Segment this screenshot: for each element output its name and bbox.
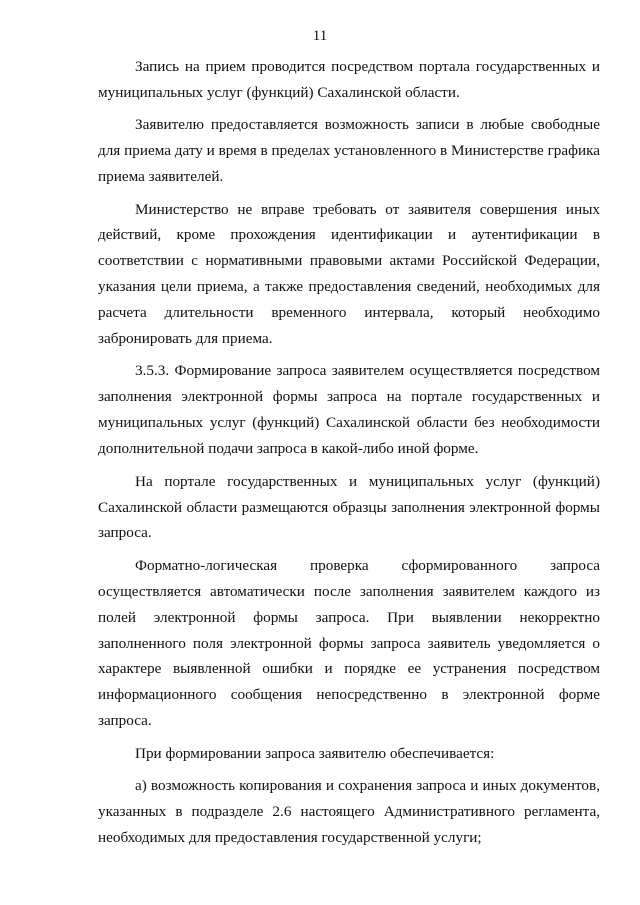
paragraph: 3.5.3. Формирование запроса заявителем осуществляется посредством заполнения электронной формы запроса на портале государственных и муниципальных услуг (функций) Сахалинской области без необходимости дополнительной подачи запроса в какой-либо иной форме. (98, 362, 600, 458)
paragraph: На портале государственных и муниципальных услуг (функций) Сахалинской области размещаются образцы заполнения электронной формы запроса. (98, 472, 600, 542)
page-number: 11 (312, 28, 328, 44)
paragraph: Министерство не вправе требовать от заявителя совершения иных действий, кроме прохождения идентификации и аутентификации в соответствии с нормативными правовыми актами Российской Федерации, указания цели приема, а также предоставления сведений, необходимых для расчета длительности временного интервала, который необходимо забронировать для приема. (98, 200, 600, 348)
document-body (98, 54, 600, 851)
paragraph: Форматно-логическая проверка сформированного запроса осуществляется автоматически после заполнения заявителем каждого из полей электронной формы запроса. При выявлении некорректно заполненного поля электронной формы запроса заявитель уведомляется о характере выявленной ошибки и порядке ее устранения посредством информационного сообщения непосредственно в электронной форме запроса. (98, 556, 600, 730)
paragraph: Заявителю предоставляется возможность записи в любые свободные для приема дату и время в пределах установленного в Министерстве графика приема заявителей. (98, 116, 600, 186)
paragraph: При формировании запроса заявителю обеспечивается: (135, 744, 495, 762)
paragraph: а) возможность копирования и сохранения запроса и иных документов, указанных в подразделе 2.6 настоящего Административного регламента, необходимых для предоставления государственной услуги; (98, 777, 600, 846)
paragraph: Запись на прием проводится посредством портала государственных и муниципальных услуг (функций) Сахалинской области. (98, 58, 600, 101)
